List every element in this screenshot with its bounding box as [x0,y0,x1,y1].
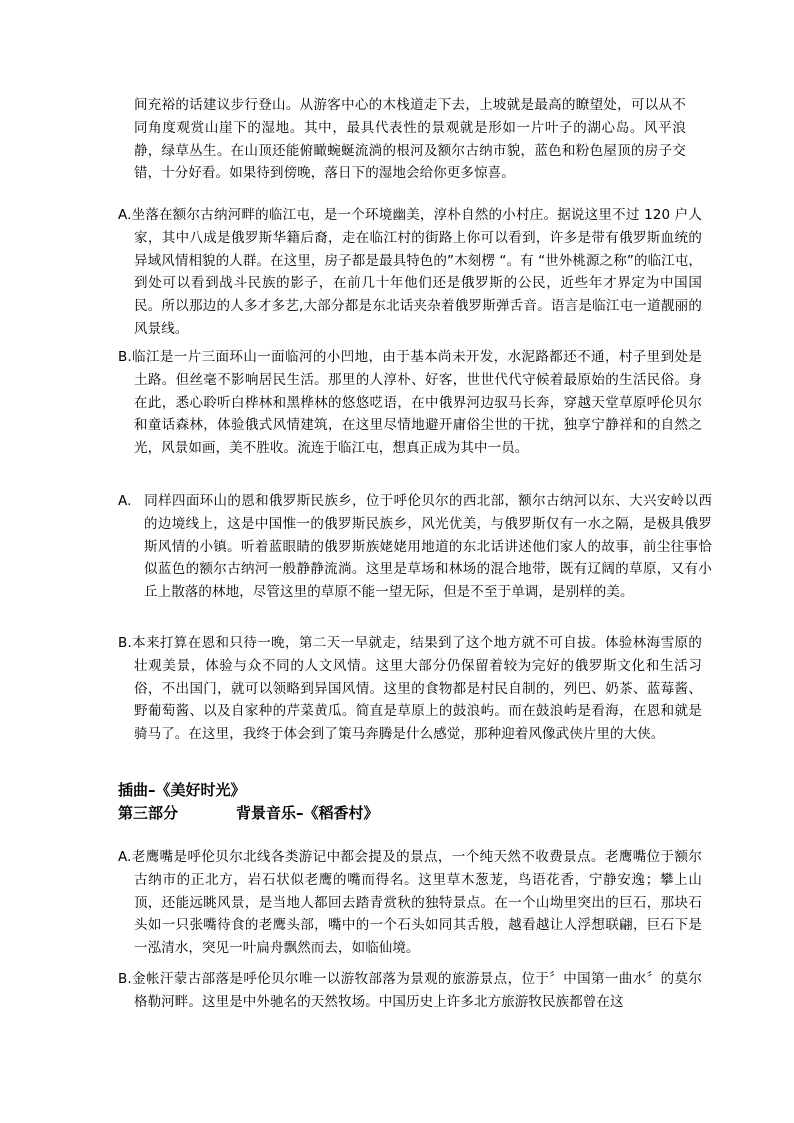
option-paragraph [118,346,702,460]
option-paragraph [118,846,702,960]
option-label: A. [118,207,132,223]
option-text: 坐落在额尔古纳河畔的临江屯，是一个环境幽美，淳朴自然的小村庄。据说这里不过 120 户人家，其中八成是俄罗斯华籍后裔，走在临江村的街路上你可以看到，许多是带有俄罗斯血统的异域风情相貌的人群。在这里，房子都是最具特色的”木刻楞 “。有 “世外桃源之称”的临江屯，到处可以看到战斗民族的影子，在前几十年他们还是俄罗斯的公民，近些年才界定为中国国民。所以那边的人多才多艺,大部分都是东北话夹杂着俄罗斯弹舌音。语言是临江屯一道靓丽的风景线。 [131,207,702,337]
background-music-title: 背景音乐–《稻香村》 [236,804,379,822]
option-text: 同样四面环山的恩和俄罗斯民族乡，位于呼伦贝尔的西北部，额尔古纳河以东、大兴安岭以西的边境线上，这是中国惟一的俄罗斯民族乡，风光优美，与俄罗斯仅有一水之隔，是极具俄罗斯风情的小镇。听着蓝眼睛的俄罗斯族姥姥用地道的东北话讲述他们家人的故事，前尘往事恰似蓝色的额尔古纳河一般静静流淌。这里是草场和林场的混合地带，既有辽阔的草原，又有小丘上散落的林地，尽管这里的草原不能一望无际，但是不至于单调，是别样的美。 [144,493,712,601]
intro-paragraph: 间充裕的话建议步行登山。从游客中心的木栈道走下去，上坡就是最高的瞭望处，可以从不同角度观赏山崖下的湿地。其中，最具代表性的景观就是形如一片叶子的湖心岛。风平浪静，绿草丛生。在山顶还能俯瞰蜿蜒流淌的根河及额尔古纳市貌，蓝色和粉色屋顶的房子交错，十分好看。如果待到傍晚，落日下的湿地会给你更多惊喜。 [134,97,686,182]
option-label: B. [118,971,132,987]
option-paragraph [118,632,702,746]
option-label: B. [118,349,132,365]
option-label: B. [118,635,132,651]
option-label: A. [118,849,132,865]
part-title: 第三部分 [118,804,179,822]
interlude-heading: 插曲–《美好时光》 [118,781,246,799]
section-heading [118,802,379,824]
option-paragraph [118,204,702,341]
option-label: A. [118,493,132,509]
option-text: 临江是一片三面环山一面临河的小凹地，由于基本尚未开发，水泥路都还不通，村子里到处是土路。但丝毫不影响居民生活。那里的人淳朴、好客，世世代代守候着最原始的生活民俗。身在此，悉心聆听白桦林和黑桦林的悠悠呓语，在中俄界河边驭马长奔，穿越天堂草原呼伦贝尔和童话森林，体验俄式风情建筑，在这里尽情地避开庸俗尘世的干扰，独享宁静祥和的自然之光，风景如画，美不胜收。流连于临江屯，想真正成为其中一员。 [131,349,702,457]
option-paragraph [118,968,702,1014]
option-text: 本来打算在恩和只待一晚，第二天一早就走，结果到了这个地方就不可自拔。体验林海雪原的壮观美景，体验与众不同的人文风情。这里大部分仍保留着较为完好的俄罗斯文化和生活习俗，不出国门，就可以领略到异国风情。这里的食物都是村民自制的，列巴、奶茶、蓝莓酱、野葡萄酱、以及自家种的芹菜黄瓜。简直是草原上的鼓浪屿。而在鼓浪屿是看海，在恩和就是骑马了。在这里，我终于体会到了策马奔腾是什么感觉，那种迎着风像武侠片里的大侠。 [131,635,702,743]
option-paragraph [118,490,712,604]
option-text: 金帐汗蒙古部落是呼伦贝尔唯一以游牧部落为景观的旅游景点，位于〞中国第一曲水〞的莫尔格勒河畔。这里是中外驰名的天然牧场。中国历史上许多北方旅游牧民族都曾在这 [131,971,702,1010]
option-text: 老鹰嘴是呼伦贝尔北线各类游记中都会提及的景点，一个纯天然不收费景点。老鹰嘴位于额尔古纳市的正北方，岩石状似老鹰的嘴而得名。这里草木葱茏，鸟语花香，宁静安逸；攀上山顶，还能远眺风景，是当地人都回去踏青赏秋的独特景点。在一个山坳里突出的巨石，那块石头如一只张嘴待食的老鹰头部，嘴中的一个石头如同其舌般，越看越让人浮想联翩，巨石下是一泓清水，突见一叶扁舟飘然而去，如临仙境。 [131,849,702,957]
